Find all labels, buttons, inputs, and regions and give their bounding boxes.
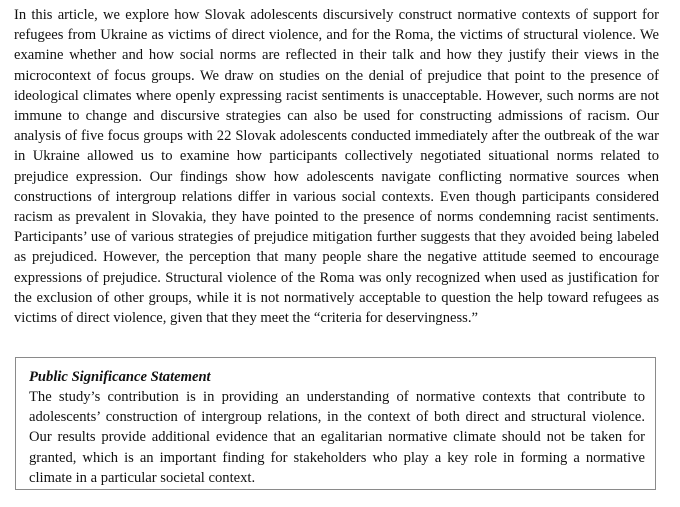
abstract-paragraph: In this article, we explore how Slovak adolescents discursively construct normative contexts of support for refugees from Ukraine as victims of direct violence, and for the Roma, the victims of structural violence. We examine whether and how social norms are reflected in their talk and how they justify their views in the microcontext of focus groups. We draw on studies on the denial of prejudice that point to the presence of ideological climates where openly expressing racist sentiments is unacceptable. However, such norms are not immune to change and discursive strategies can also be used for constructing admissions of racism. Our analysis of five focus groups with 22 Slovak adolescents conducted immediately after the outbreak of the war in Ukraine allowed us to examine how participants collectively negotiated situational norms related to prejudice expression. Our findings show how adolescents navigate conflicting normative sources when constructions of intergroup relations differ in various social contexts. Even though participants considered racism as prevalent in Slovakia, they have pointed to the presence of norms condemning racist sentiments. Participants’ use of various strategies of prejudice mitigation further suggests that they avoided being labeled as prejudiced. However, the perception that many people share the negative attitude seemed to encourage expressions of prejudice. Structural violence of the Roma was only recognized when used as justification for the exclusion of other groups, while it is not normatively acceptable to question the help toward refugees as victims of direct violence, given that they meet the “criteria for deservingness.”	[14, 7, 659, 327]
public-significance-statement-text: The study’s contribution is in providing an understanding of normative contexts that contribute to adolescents’ construction of intergroup relations, in the context of both direct and structural violence. Our results provide additional evidence that an egalitarian normative climate should not be taken for granted, which is an important finding for stakeholders who play a key role in forming a normative climate in a particular societal context.	[29, 389, 645, 486]
public-significance-statement-box	[15, 357, 656, 490]
public-significance-statement-title: Public Significance Statement	[29, 369, 211, 385]
